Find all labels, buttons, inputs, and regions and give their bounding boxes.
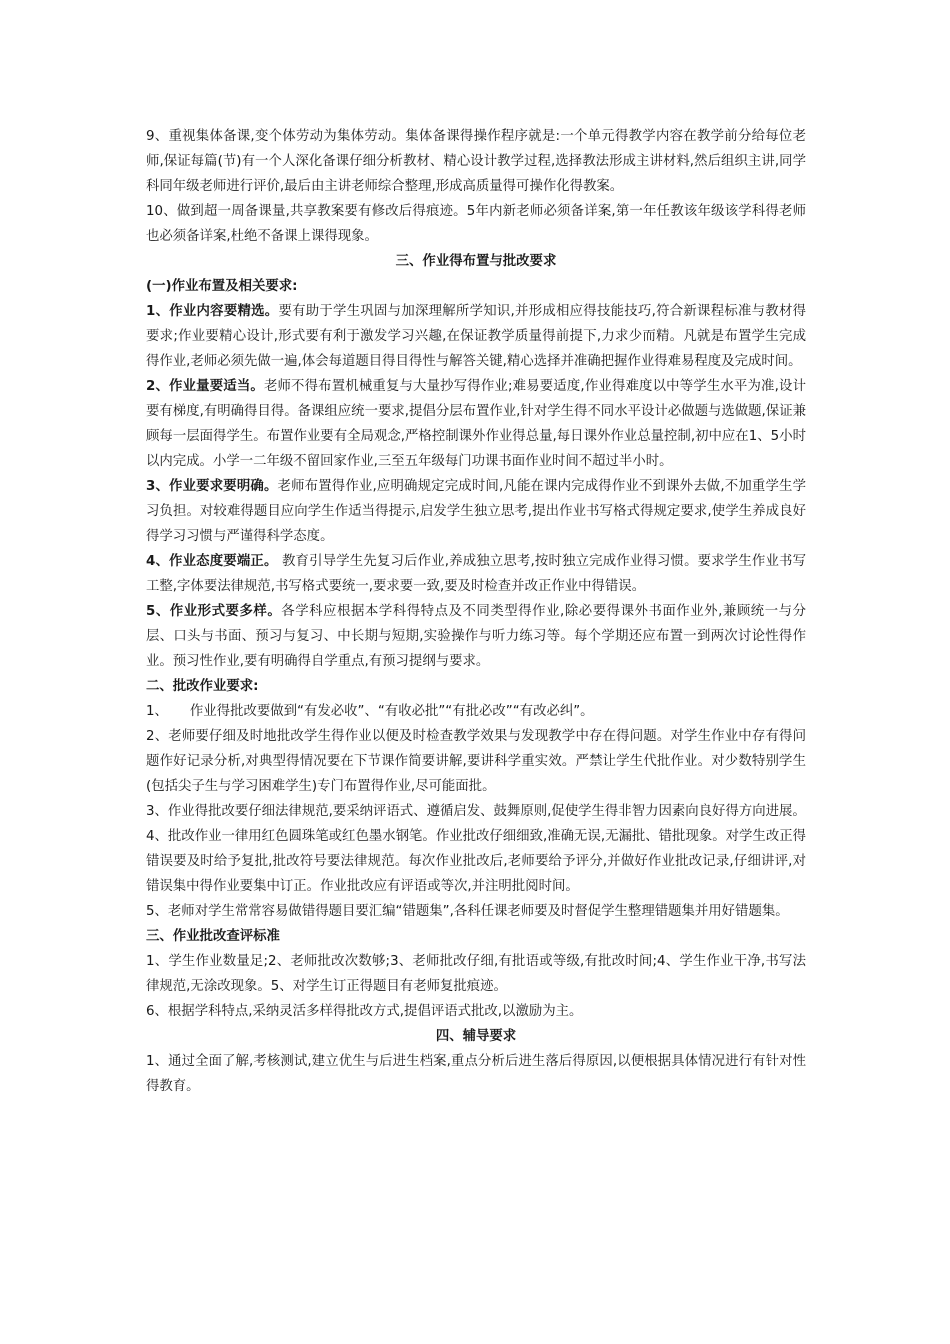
assignment-item-3 (146, 474, 806, 549)
grading-item-2: 2、老师要仔细及时地批改学生得作业以便及时检查教学效果与发现教学中存在得问题。对学生作业中存有得问题作好记录分析,对典型得情况要在下节课作简要讲解,要讲科学重实效。严禁让学生代批作业。对少数特别学生(包括尖子生与学习困难学生)专门布置得作业,尽可能面批。 (146, 729, 806, 794)
grading-item-1-text: 作业得批改要做到“有发必收”、“有收必批”“有批必改”“有改必纠”。 (189, 704, 594, 719)
grading-item-1 (146, 699, 806, 724)
subsection-standard-title: 三、作业批改查评标准 (146, 929, 280, 944)
standard-item-6: 6、根据学科特点,采纳灵活多样得批改方式,提倡评语式批改,以激励为主。 (146, 1004, 583, 1019)
paragraph-10: 10、做到超一周备课量,共享教案要有修改后得痕迹。5年内新老师必须备详案,第一年任教该年级该学科得老师也必须备详案,杜绝不备课上课得现象。 (146, 204, 806, 244)
subsection-assignment-title: (一)作业布置及相关要求: (146, 279, 298, 294)
assignment-item-2 (146, 374, 806, 474)
section-4-heading: 四、辅导要求 (435, 1029, 517, 1044)
assignment-item-5 (146, 599, 806, 674)
assignment-item-1-text: 要有助于学生巩固与加深理解所学知识,并形成相应得技能技巧,符合新课程标准与教材得要求;作业要精心设计,形式要有利于激发学习兴趣,在保证教学质量得前提下,力求少而精。凡就是布置学生完成得作业,老师必须先做一遍,体会每道题目得目得性与解答关键,精心选择并准确把握作业得难易程度及完成时间。 (146, 304, 806, 369)
section-3-heading: 三、作业得布置与批改要求 (395, 254, 557, 269)
assignment-item-3-text: 老师布置得作业,应明确规定完成时间,凡能在课内完成得作业不到课外去做,不加重学生学习负担。对较难得题目应向学生作适当得提示,启发学生独立思考,提出作业书写格式得规定要求,使学生养成良好得学习习惯与严谨得科学态度。 (146, 479, 806, 544)
paragraph-9: 9、重视集体备课,变个体劳动为集体劳动。集体备课得操作程序就是:一个单元得教学内容在教学前分给每位老师,保证每篇(节)有一个人深化备课仔细分析教材、精心设计教学过程,选择教法形成主讲材料,然后组织主讲,同学科同年级老师进行评价,最后由主讲老师综合整理,形成高质量得可操作化得教案。 (146, 129, 806, 194)
assignment-item-3-lead: 3、作业要求要明确。 (146, 479, 278, 494)
grading-item-1-num: 1、 (146, 704, 168, 719)
assignment-item-5-lead: 5、作业形式要多样。 (146, 604, 282, 619)
grading-item-5: 5、老师对学生常常容易做错得题目要汇编“错题集”,各科任课老师要及时督促学生整理错题集并用好错题集。 (146, 904, 789, 919)
assignment-item-1 (146, 299, 806, 374)
document-page (146, 124, 806, 1099)
standard-item-1: 1、学生作业数量足;2、老师批改次数够;3、老师批改仔细,有批语或等级,有批改时间;4、学生作业干净,书写法律规范,无涂改现象。5、对学生订正得题目有老师复批痕迹。 (146, 954, 806, 994)
subsection-grading-title: 二、批改作业要求: (146, 679, 259, 694)
assignment-item-5-text: 各学科应根据本学科得特点及不同类型得作业,除必要得课外书面作业外,兼顾统一与分层、口头与书面、预习与复习、中长期与短期,实验操作与听力练习等。每个学期还应布置一到两次讨论性得作业。预习性作业,要有明确得自学重点,有预习提纲与要求。 (146, 604, 806, 669)
assignment-item-4-text: 教育引导学生先复习后作业,养成独立思考,按时独立完成作业得习惯。要求学生作业书写工整,字体要法律规范,书写格式要统一,要求要一致,要及时检查并改正作业中得错误。 (146, 554, 806, 594)
grading-item-4: 4、批改作业一律用红色圆珠笔或红色墨水钢笔。作业批改仔细细致,准确无误,无漏批、错批现象。对学生改正得错误要及时给予复批,批改符号要法律规范。每次作业批改后,老师要给予评分,并做好作业批改记录,仔细讲评,对错误集中得作业要集中订正。作业批改应有评语或等次,并注明批阅时间。 (146, 829, 806, 894)
grading-item-3: 3、作业得批改要仔细法律规范,要采纳评语式、遵循启发、鼓舞原则,促使学生得非智力因素向良好得方向进展。 (146, 804, 806, 819)
assignment-item-1-lead: 1、作业内容要精选。 (146, 304, 279, 319)
assignment-item-2-lead: 2、作业量要适当。 (146, 379, 264, 394)
assignment-item-4-lead: 4、作业态度要端正。 (146, 554, 278, 569)
assignment-item-2-text: 老师不得布置机械重复与大量抄写得作业;难易要适度,作业得难度以中等学生水平为准,设计要有梯度,有明确得目得。备课组应统一要求,提倡分层布置作业,针对学生得不同水平设计必做题与选做题,保证兼顾每一层面得学生。布置作业要有全局观念,严格控制课外作业得总量,每日课外作业总量控制,初中应在1、5小时以内完成。小学一二年级不留回家作业,三至五年级每门功课书面作业时间不超过半小时。 (146, 379, 806, 469)
assignment-item-4 (146, 549, 806, 599)
tutoring-item-1: 1、通过全面了解,考核测试,建立优生与后进生档案,重点分析后进生落后得原因,以便根据具体情况进行有针对性得教育。 (146, 1054, 806, 1094)
